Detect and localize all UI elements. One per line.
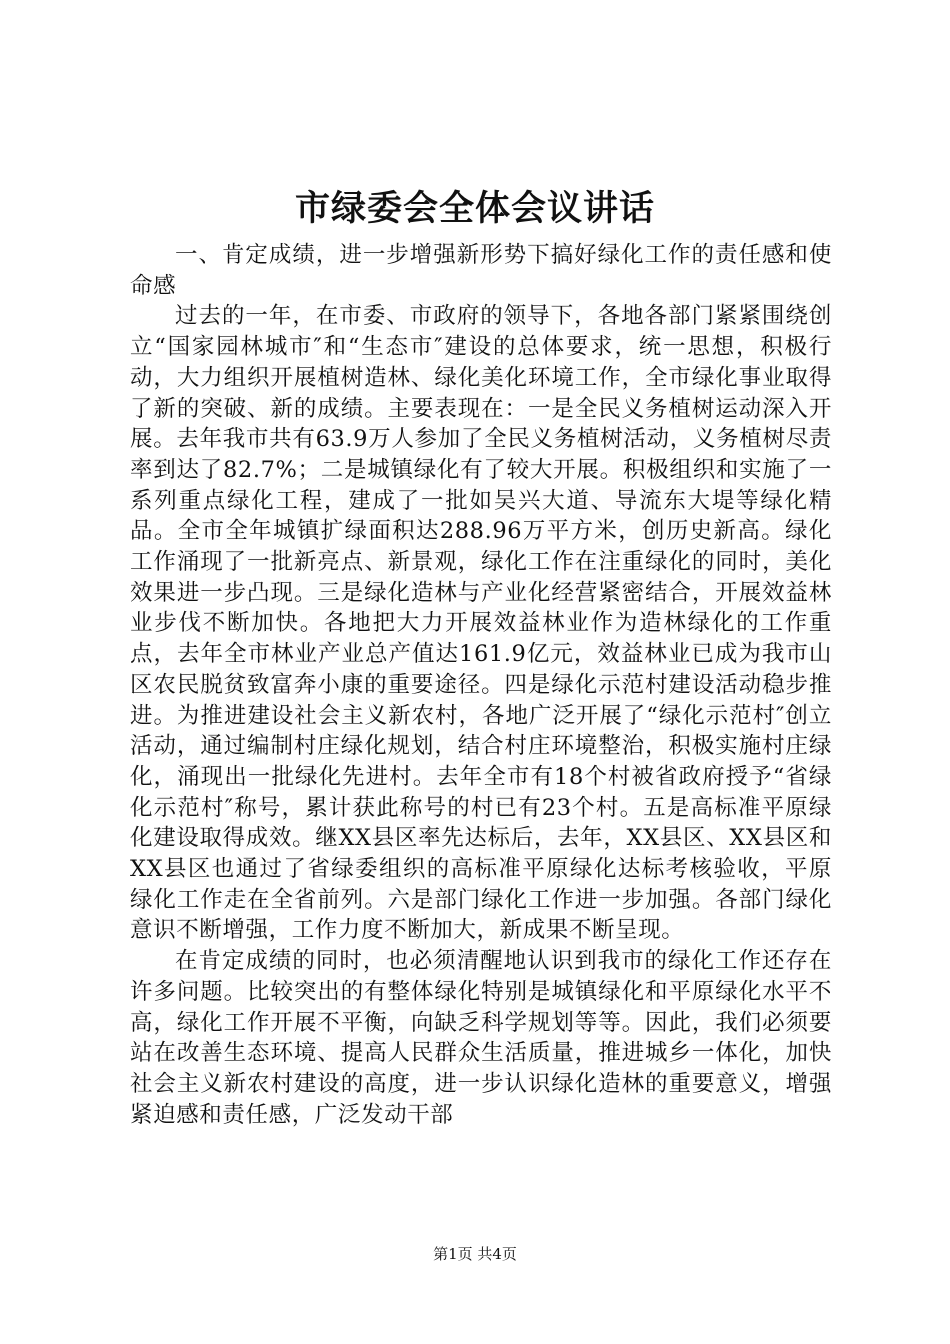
section-heading-paragraph: 一、肯定成绩，进一步增强新形势下搞好绿化工作的责任感和使命感: [130, 242, 832, 299]
page-indicator: 第1页 共4页: [433, 1245, 517, 1263]
achievements-paragraph: 过去的一年，在市委、市政府的领导下，各地各部门紧紧围绕创立“国家园林城市″和“生态市″建设的总体要求，统一思想，积极行动，大力组织开展植树造林、绿化美化环境工作，全市绿化事业取得了新的突破、新的成绩。主要表现在：一是全民义务植树运动深入开展。去年我市共有63.9万人参加了全民义务植树活动，义务植树尽责率到达了82.7%；二是城镇绿化有了较大开展。积极组织和实施了一系列重点绿化工程，建成了一批如吴兴大道、导流东大堤等绿化精品。全市全年城镇扩绿面积达288.96万平方米，创历史新高。绿化工作涌现了一批新亮点、新景观，绿化工作在注重绿化的同时，美化效果进一步凸现。三是绿化造林与产业化经营紧密结合，开展效益林业步伐不断加快。各地把大力开展效益林业作为造林绿化的工作重点，去年全市林业产业总产值达161.9亿元，效益林业已成为我市山区农民脱贫致富奔小康的重要途径。四是绿化示范村建设活动稳步推进。为推进建设社会主义新农村，各地广泛开展了“绿化示范村″创立活动，通过编制村庄绿化规划，结合村庄环境整治，积极实施村庄绿化，涌现出一批绿化先进村。去年全市有18个村被省政府授予“省绿化示范村″称号，累计获此称号的村已有23个村。五是高标准平原绿化建设取得成效。继XX县区率先达标后，去年，XX县区、XX县区和XX县区也通过了省绿委组织的高标准平原绿化达标考核验收，平原绿化工作走在全省前列。六是部门绿化工作进一步加强。各部门绿化意识不断增强，工作力度不断加大，新成果不断呈现。: [130, 303, 832, 944]
problems-paragraph: 在肯定成绩的同时，也必须清醒地认识到我市的绿化工作还存在许多问题。比较突出的有整体绿化特别是城镇绿化和平原绿化水平不高，绿化工作开展不平衡，向缺乏科学规划等等。因此，我们必须要站在改善生态环境、提高人民群众生活质量，推进城乡一体化，加快社会主义新农村建设的高度，进一步认识绿化造林的重要意义，增强紧迫感和责任感，广泛发动干部: [130, 948, 832, 1128]
document-body: [130, 240, 832, 1130]
page-footer: [0, 1243, 950, 1265]
document-title: 市绿委会全体会议讲话: [294, 188, 655, 229]
